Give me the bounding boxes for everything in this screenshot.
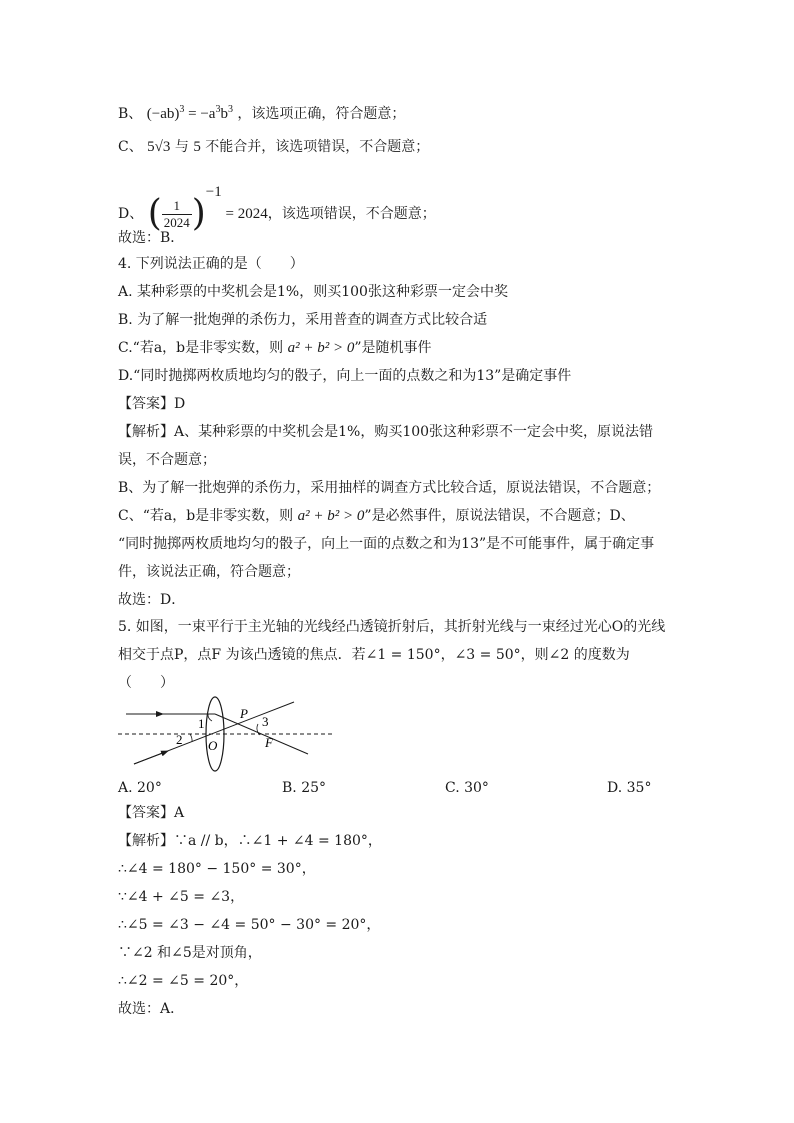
q5-option-d: D. 35° <box>607 780 652 796</box>
q4-analysis-line: 【解析】A、某种彩票的中奖机会是1%，购买100张这种彩票不一定会中奖，原说法错 <box>118 424 654 440</box>
text: ，该选项错误，不合题意； <box>267 206 436 222</box>
math-base: (−ab) <box>146 106 180 122</box>
q5-stem-line: 5. 如图，一束平行于主光轴的光线经凸透镜折射后，其折射光线与一束经过光心O的光线 <box>118 619 666 635</box>
text: C.“若a，b是非零实数，则 <box>118 340 284 356</box>
label: B、 <box>118 106 143 122</box>
q4-analysis-line: 误，不合题意； <box>118 452 216 468</box>
q4-stem: 4. 下列说法正确的是（ ） <box>118 256 304 272</box>
math-expr: 5 <box>193 139 201 155</box>
lens-diagram <box>118 692 338 774</box>
convex-lens <box>206 697 224 771</box>
math-rest: = −a <box>184 106 216 122</box>
label: D、 <box>118 206 144 222</box>
q5-step: ∵∠2 和∠5是对顶角， <box>118 945 262 961</box>
q4-analysis-line <box>118 506 635 526</box>
q4-analysis-line: “同时抛掷两枚质地均匀的骰子，向上一面的点数之和为13”是不可能事件，属于确定事 <box>118 536 655 552</box>
math-exp: 3 <box>227 104 233 115</box>
label-angle-3: 3 <box>262 714 269 729</box>
right-paren: ) <box>191 193 206 234</box>
q4-choose: 故选：D． <box>118 592 186 608</box>
q4-analysis-line: B、为了解一批炮弹的杀伤力，采用抽样的调查方式比较合适，原说法错误，不合题意； <box>118 480 661 496</box>
text: 不能合并，该选项错误，不合题意； <box>205 139 430 155</box>
math-exp: 3 <box>215 104 221 115</box>
q5-step: ∴∠5 = ∠3 − ∠4 = 50° − 30° = 20°， <box>118 917 381 933</box>
label-angle-1: 1 <box>198 716 205 731</box>
q5-answer: 【答案】A <box>118 805 185 821</box>
q5-step: ∵∠4 + ∠5 = ∠3， <box>118 889 245 905</box>
text: C、“若a，b是非零实数，则 <box>118 508 294 524</box>
q5-choose: 故选：A． <box>118 1001 185 1017</box>
q4-analysis-line: 件，该说法正确，符合题意； <box>118 564 300 580</box>
label-point-p: P <box>240 706 248 721</box>
math-expr: 5√3 <box>147 139 171 155</box>
math-expr: = 2024 <box>221 206 268 222</box>
math-expr: a² + b² > 0 <box>287 340 355 356</box>
math-var: b <box>220 106 228 122</box>
q4-option-a: A. 某种彩票的中奖机会是1%，则买100张这种彩票一定会中奖 <box>118 284 508 300</box>
q5-option-b: B. 25° <box>282 780 327 796</box>
math-expr: a² + b² > 0 <box>297 508 365 524</box>
label-point-f: F <box>265 735 273 750</box>
text: ，该选项正确，符合题意； <box>237 106 406 122</box>
q5-option-a: A. 20° <box>118 780 162 796</box>
q5-step: ∴∠2 = ∠5 = 20°， <box>118 973 249 989</box>
q5-stem-line: 相交于点P，点F 为该凸透镜的焦点．若∠1 = 150°，∠3 = 50°，则∠2 的度数为 <box>118 647 630 663</box>
q4-option-d: D.“同时抛掷两枚质地均匀的骰子，向上一面的点数之和为13”是确定事件 <box>118 368 572 384</box>
q3-choose: 故选：B． <box>118 230 185 246</box>
math-expr <box>147 106 233 122</box>
angle-arc-2 <box>190 734 192 742</box>
q5-stem-line: （ ） <box>118 675 174 691</box>
q4-option-b: B. 为了解一批炮弹的杀伤力，采用普查的调查方式比较合适 <box>118 312 488 328</box>
text: 与 <box>174 139 189 155</box>
denominator: 2024 <box>163 214 190 230</box>
q4-option-c <box>118 338 432 358</box>
math-exp: 3 <box>179 104 185 115</box>
text: ”是必然事件，原说法错误，不合题意；D、 <box>364 508 635 524</box>
label-angle-2: 2 <box>176 732 183 747</box>
q3-option-d-analysis <box>118 172 436 234</box>
numerator: 1 <box>162 198 192 215</box>
text: ”是随机事件 <box>354 340 432 356</box>
q4-answer: 【答案】D <box>118 396 186 412</box>
q3-option-c-analysis <box>118 137 429 157</box>
label: C、 <box>118 139 143 155</box>
q5-step: ∴∠4 = 180° − 150° = 30°， <box>118 861 316 877</box>
q3-option-b-analysis <box>118 100 405 124</box>
angle-arc-1 <box>208 714 212 721</box>
fraction <box>162 198 192 231</box>
label-point-o: O <box>208 738 218 753</box>
center-ray-arrow <box>134 751 168 764</box>
q5-step: 【解析】∵a // b，∴∠1 + ∠4 = 180°， <box>118 833 382 849</box>
math-exp: −1 <box>205 184 222 200</box>
left-paren: ( <box>147 193 162 234</box>
q5-option-c: C. 30° <box>445 780 489 796</box>
